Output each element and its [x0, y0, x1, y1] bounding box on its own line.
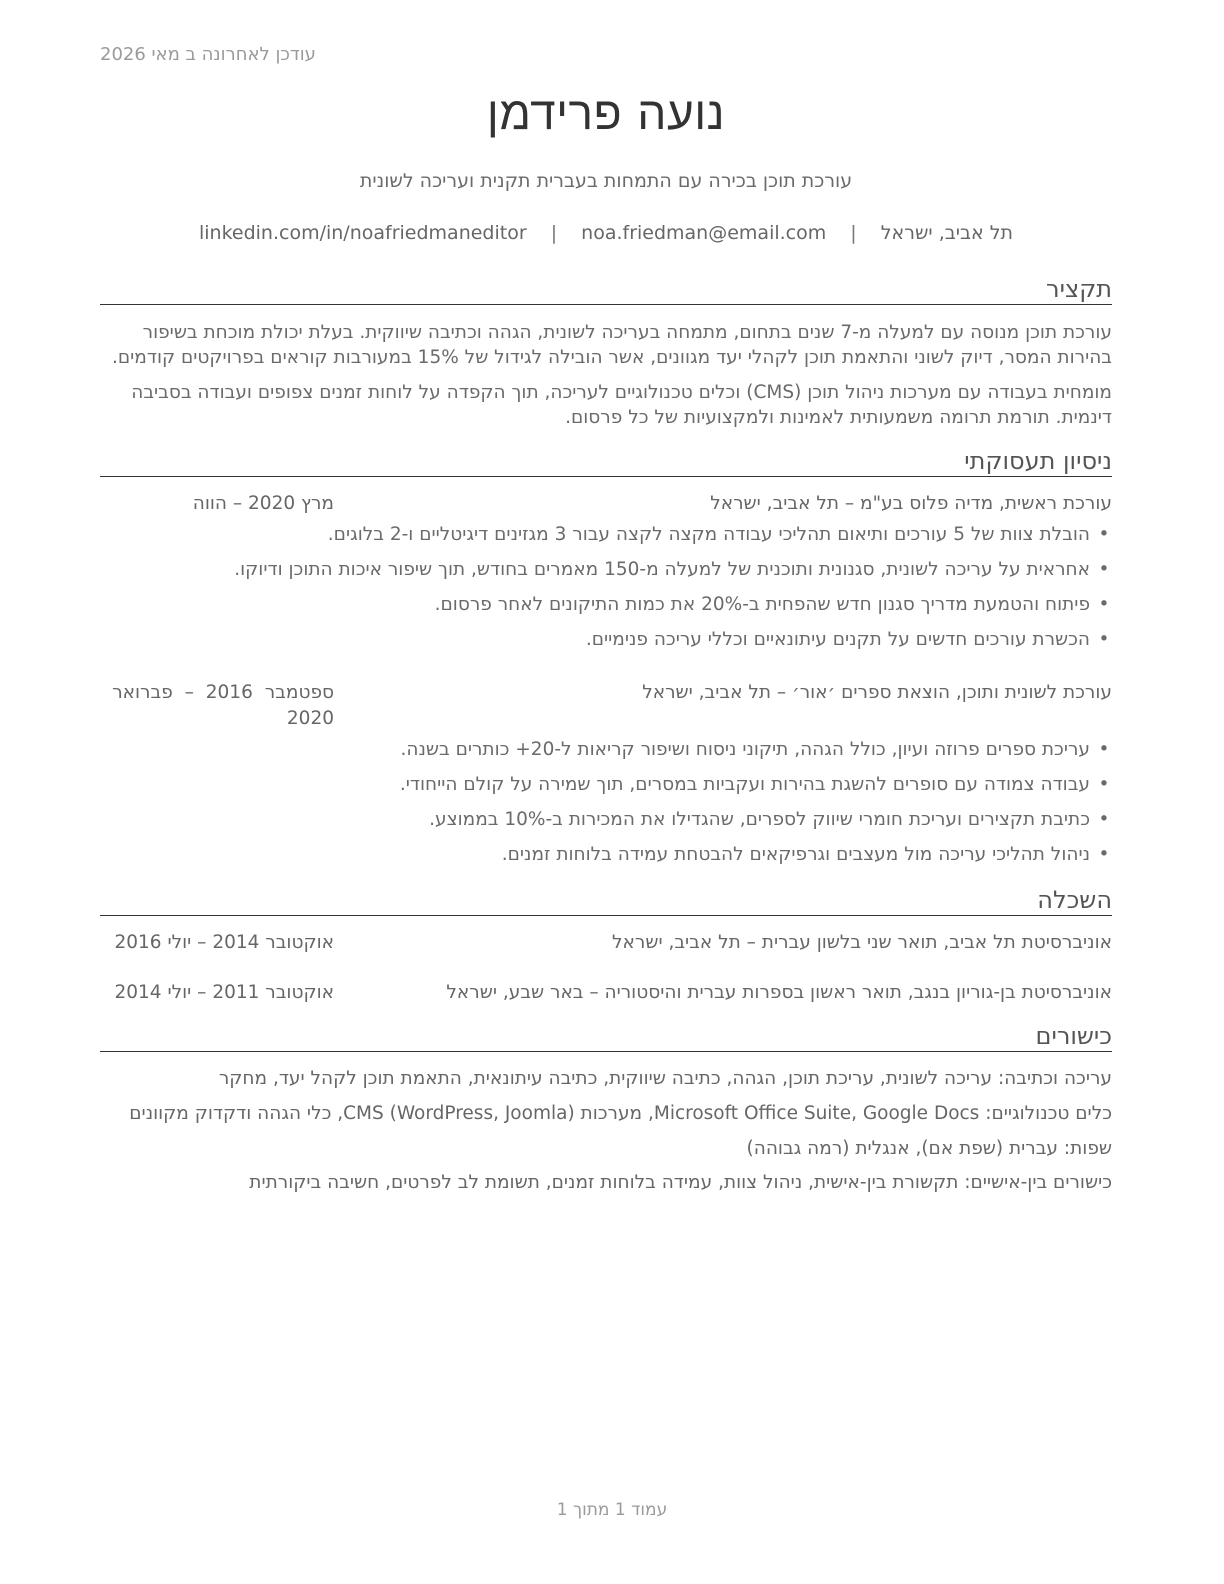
- job-bullet: •עריכת ספרים פרוזה ועיון, כולל הגהה, תיקוני ניסוח ושיפור קריאות ל-20+ כותרים בשנה.: [401, 737, 1112, 763]
- candidate-name: נועה פרידמן: [486, 86, 726, 140]
- contact-linkedin[interactable]: linkedin.com/in/noafriedmaneditor: [198, 222, 527, 244]
- summary-paragraph: עורכת תוכן מנוסה עם למעלה מ-7 שנים בתחום, מתמחה בעריכה לשונית, הגהה וכתיבה שיווקית. בעלת יכולת מוכחת בשיפור בהירות המסר, דיוק לשוני והתאמת תוכן לקהלי יעד מגוונים, אשר הובילה לגידול של 15% במעורבות קוראים בפרויקטים קודמים.: [112, 322, 1112, 368]
- section-title-summary: תקציר: [100, 276, 1112, 305]
- bullet-dot-icon: •: [1098, 524, 1110, 545]
- bullet-dot-icon: •: [1098, 809, 1110, 830]
- bullet-dot-icon: •: [1098, 594, 1110, 615]
- bullet-dot-icon: •: [1098, 629, 1110, 650]
- education-title: אוניברסיטת בן-גוריון בנגב, תואר ראשון בספרות עברית והיסטוריה – באר שבע, ישראל: [446, 982, 1112, 1003]
- skill-line: שפות: עברית (שפת אם), אנגלית (רמה גבוהה): [746, 1138, 1112, 1159]
- education-entry: [100, 980, 1112, 1006]
- contact-location: תל אביב, ישראל: [880, 222, 1014, 244]
- last-updated-note: עודכן לאחרונה ב מאי 2026: [100, 44, 316, 65]
- job-entry: [100, 680, 1112, 732]
- education-dates: אוקטובר 2011 – יולי 2014: [114, 982, 334, 1003]
- skill-line: כישורים בין-אישיים: תקשורת בין-אישית, ניהול צוות, עמידה בלוחות זמנים, תשומת לב לפרטים, חשיבה ביקורתית: [249, 1172, 1112, 1193]
- skill-line: כלים טכנולוגיים: Microsoft Office Suite, Google Docs, מערכות CMS (WordPress, Joomla), כלי הגהה ודקדוק מקוונים: [129, 1103, 1112, 1124]
- job-dates: מרץ 2020 – הווה: [192, 493, 334, 514]
- summary-paragraph: מומחית בעבודה עם מערכות ניהול תוכן (CMS) וכלים טכנולוגיים לעריכה, תוך הקפדה על לוחות זמנים צפופים ועבודה בסביבה דינמית. תורמת תרומה משמעותית לאמינות ולמקצועיות של כל פרסום.: [131, 382, 1112, 428]
- job-bullet: •ניהול תהליכי עריכה מול מעצבים וגרפיקאים להבטחת עמידה בלוחות זמנים.: [502, 842, 1112, 868]
- job-bullet: •פיתוח והטמעת מדריך סגנון חדש שהפחית ב-20% את כמות התיקונים לאחר פרסום.: [435, 592, 1112, 618]
- job-title: עורכת לשונית ותוכן, הוצאת ספרים ׳אור׳ – תל אביב, ישראל: [642, 682, 1112, 703]
- job-entry: [100, 491, 1112, 517]
- page-number: עמוד 1 מתוך 1: [556, 1500, 668, 1520]
- job-bullet: •עבודה צמודה עם סופרים להשגת בהירות ועקביות במסרים, תוך שמירה על קולם הייחודי.: [400, 772, 1112, 798]
- contact-separator: |: [850, 222, 857, 244]
- resume-page: [100, 0, 1112, 1584]
- contact-email[interactable]: noa.friedman@email.com: [581, 222, 827, 244]
- job-bullet: •הובלת צוות של 5 עורכים ותיאום תהליכי עבודה מקצה לקצה עבור 3 מגזינים דיגיטליים ו-2 בלוגים.: [328, 522, 1112, 548]
- education-title: אוניברסיטת תל אביב, תואר שני בלשון עברית – תל אביב, ישראל: [612, 932, 1112, 953]
- education-entry: [100, 930, 1112, 956]
- section-title-experience: ניסיון תעסוקתי: [100, 448, 1112, 477]
- skill-line: עריכה וכתיבה: עריכה לשונית, עריכת תוכן, הגהה, כתיבה שיווקית, כתיבה עיתונאית, התאמת תוכן לקהל יעד, מחקר: [218, 1068, 1112, 1089]
- job-dates: ספטמבר 2016 – פברואר 2020: [112, 682, 334, 729]
- bullet-dot-icon: •: [1098, 739, 1110, 760]
- bullet-dot-icon: •: [1098, 559, 1110, 580]
- job-bullet: •הכשרת עורכים חדשים על תקנים עיתונאיים וכללי עריכה פנימיים.: [586, 627, 1112, 653]
- job-title: עורכת ראשית, מדיה פלוס בע"מ – תל אביב, ישראל: [710, 493, 1112, 514]
- bullet-dot-icon: •: [1098, 774, 1110, 795]
- section-title-education: השכלה: [100, 887, 1112, 916]
- section-title-skills: כישורים: [100, 1023, 1112, 1052]
- education-dates: אוקטובר 2014 – יולי 2016: [114, 932, 334, 953]
- contact-line: [100, 222, 1112, 244]
- job-bullet: •אחראית על עריכה לשונית, סגנונית ותוכנית של למעלה מ-150 מאמרים בחודש, תוך שיפור איכות התוכן ודיוקו.: [234, 557, 1112, 583]
- job-bullet: •כתיבת תקצירים ועריכת חומרי שיווק לספרים, שהגדילו את המכירות ב-10% בממוצע.: [429, 807, 1112, 833]
- contact-separator: |: [550, 222, 558, 244]
- bullet-dot-icon: •: [1098, 844, 1110, 865]
- candidate-tagline: עורכת תוכן בכירה עם התמחות בעברית תקנית ועריכה לשונית: [359, 170, 853, 192]
